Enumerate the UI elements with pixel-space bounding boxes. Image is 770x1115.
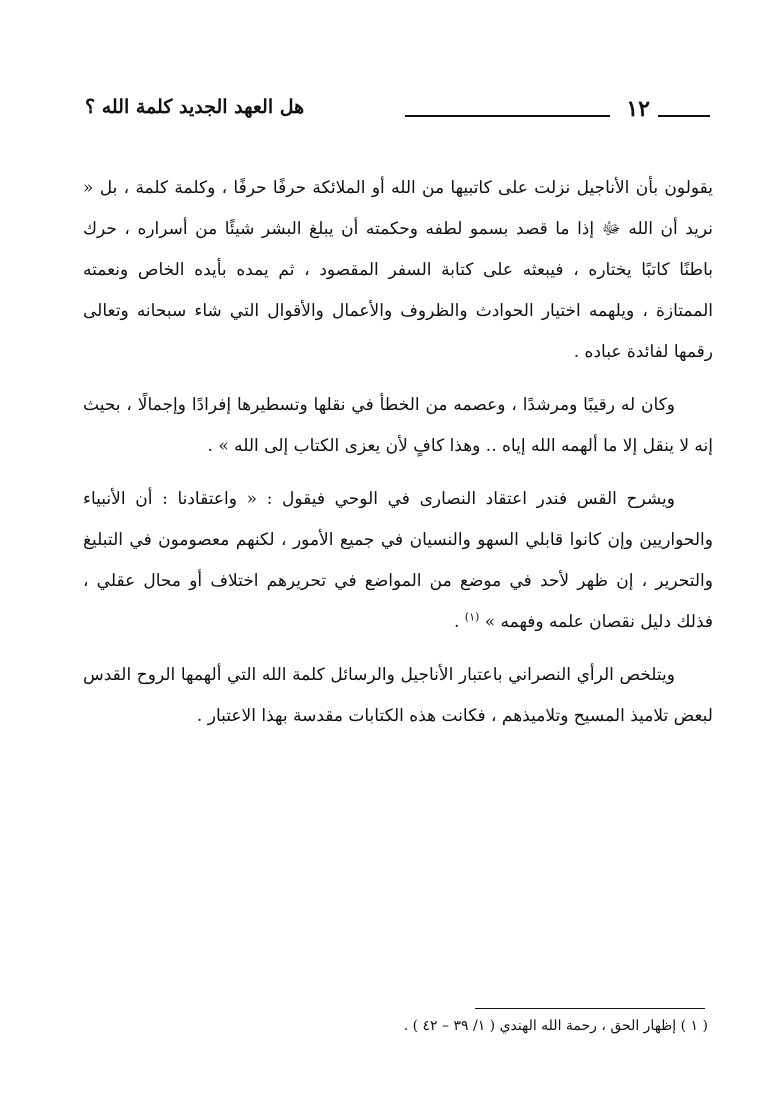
paragraph-4: ويتلخص الرأي النصراني باعتبار الأناجيل والرسائل كلمة الله التي ألهمها الروح القدس لبعض تلاميذ المسيح وتلاميذهم ، فكانت هذه الكتابات مقدسة بهذا الاعتبار . — [83, 665, 713, 726]
main-text — [83, 168, 713, 749]
footnote-separator — [475, 1008, 705, 1009]
page-number: ١٢ — [626, 96, 650, 122]
paragraph-1: يقولون بأن الأناجيل نزلت على كاتبيها من الله أو الملائكة حرفًا حرفًا ، وكلمة كلمة ، بل « نريد أن الله ﷻ إذا ما قصد بسمو لطفه وحكمته أن يبلغ البشر شيئًا من أسراره ، حرك باطنًا كاتبًا يختاره ، فيبعثه على كتابة السفر المقصود ، ثم يمده بأيده الخاص ونعمته الممتازة ، ويلهمه اختيار الحوادث والظروف والأعمال والأقوال التي شاء سبحانه وتعالى رقمها لفائدة عباده . — [83, 178, 713, 362]
paragraph-2: وكان له رقيبًا ومرشدًا ، وعصمه من الخطأ في نقلها وتسطيرها إفرادًا وإجمالًا ، بحيث إنه لا ينقل إلا ما ألهمه الله إياه .. وهذا كافٍ لأن يعزى الكتاب إلى الله » . — [83, 395, 713, 456]
header-rule-right — [658, 115, 710, 117]
header-rule-middle — [405, 115, 610, 117]
paragraph-3 — [83, 479, 713, 643]
paragraph-3-end: . — [453, 612, 465, 632]
footnote: ( ١ ) إظهار الحق ، رحمة الله الهندي ( ١/ ٣٩ – ٤٢ ) . — [403, 1018, 708, 1034]
running-header — [85, 96, 710, 126]
paragraph-3-text: ويشرح القس فندر اعتقاد النصارى في الوحي فيقول : « واعتقادنا : أن الأنبياء والحواريين وإن كانوا قابلي السهو والنسيان في جميع الأمور ، لكنهم معصومون في التبليغ والتحرير ، إن ظهر لأحد في موضع من المواضع في تحريرهم اختلاف أو محال عقلي ، فذلك دليل نقصان علمه وفهمه » — [83, 489, 713, 632]
running-title: هل العهد الجديد كلمة الله ؟ — [85, 96, 305, 118]
footnote-marker: (١) — [464, 610, 480, 624]
